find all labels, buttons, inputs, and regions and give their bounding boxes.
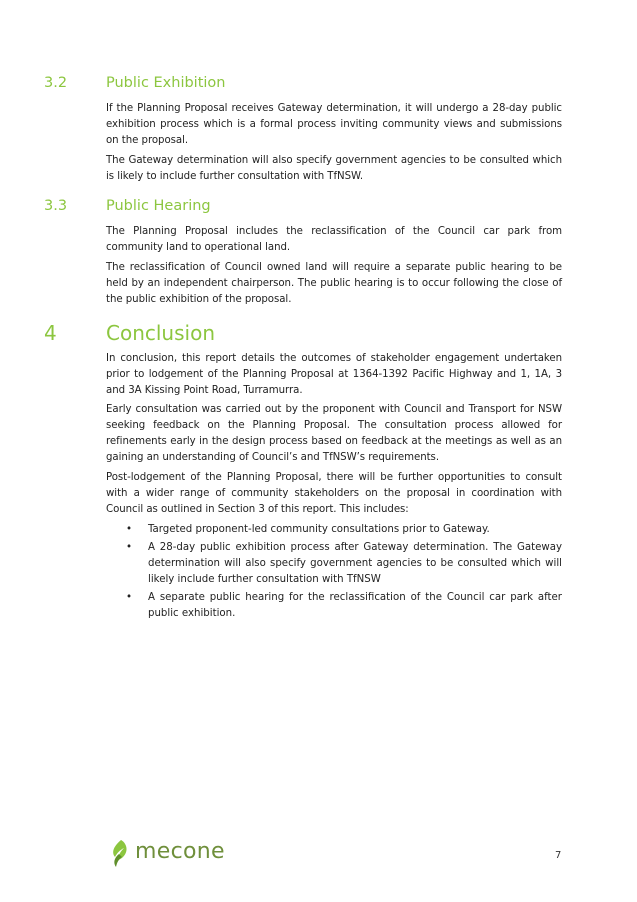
paragraph: The Planning Proposal includes the reclassification of the Council car park from community land to operational land. bbox=[106, 226, 562, 253]
paragraph: If the Planning Proposal receives Gateway determination, it will undergo a 28-day public exhibition process which is a formal process inviting community views and submissions on the proposal. bbox=[106, 103, 562, 146]
paragraph: The reclassification of Council owned land will require a separate public hearing to be held by an independent chairperson. The public hearing is to occur following the close of the public exhibition of the proposal. bbox=[106, 262, 562, 305]
bullet-icon: • bbox=[126, 592, 133, 603]
paragraph: Post-lodgement of the Planning Proposal, there will be further opportunities to consult with a wider range of community stakeholders on the proposal in coordination with Council as outlined in Section 3 of this report. This includes: bbox=[106, 472, 562, 515]
section-title: Public Hearing bbox=[106, 198, 211, 214]
list-item-text: A 28-day public exhibition process after Gateway determination. The Gateway determination will also specify government agencies to be consulted which will likely include further consultation with TfNSW bbox=[148, 542, 562, 585]
paragraph: In conclusion, this report details the outcomes of stakeholder engagement undertaken prior to lodgement of the Planning Proposal at 1364-1392 Pacific Highway and 1, 1A, 3 and 3A Kissing Point Road, Turramurra. bbox=[106, 353, 562, 396]
section-number: 3.2 bbox=[44, 75, 68, 91]
paragraph: Early consultation was carried out by the proponent with Council and Transport for NSW seeking feedback on the Planning Proposal. The consultation process allowed for refinements early in the design process based on feedback at the meetings as well as an gaining an understanding of Council’s and TfNSW’s requirements. bbox=[106, 404, 562, 463]
list-item bbox=[106, 522, 562, 538]
page-number: 7 bbox=[555, 850, 562, 861]
paragraph: The Gateway determination will also specify government agencies to be consulted which is likely to include further consultation with TfNSW. bbox=[106, 155, 562, 182]
list-item-text: Targeted proponent-led community consultations prior to Gateway. bbox=[148, 524, 490, 535]
section-title: Conclusion bbox=[106, 321, 215, 345]
section-number: 4 bbox=[44, 321, 57, 345]
bullet-icon: • bbox=[126, 542, 133, 553]
section-number: 3.3 bbox=[44, 198, 68, 214]
list-item bbox=[106, 540, 562, 588]
section-title: Public Exhibition bbox=[106, 75, 226, 91]
bullet-icon: • bbox=[126, 524, 133, 535]
list-item bbox=[106, 590, 562, 622]
list-item-text: A separate public hearing for the reclassification of the Council car park after public exhibition. bbox=[148, 592, 562, 619]
leaf-logo-icon bbox=[108, 838, 134, 868]
footer-logo bbox=[108, 838, 238, 870]
brand-name: mecone bbox=[135, 839, 225, 864]
bullet-list bbox=[106, 522, 562, 624]
